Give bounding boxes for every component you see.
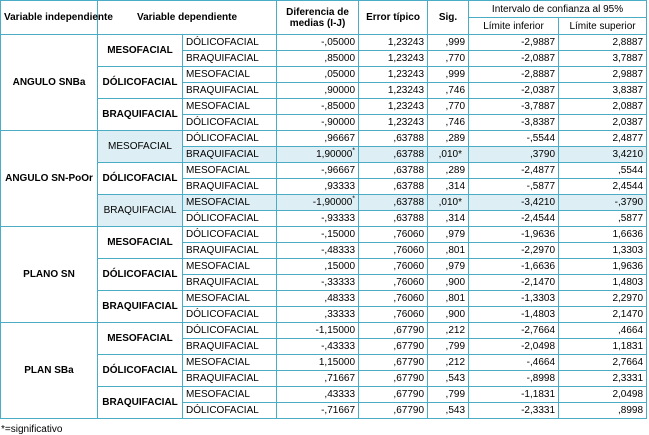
significance-mark: * <box>352 147 356 155</box>
significance-mark: * <box>458 149 463 160</box>
dependent-group-cell: BRAQUIFACIAL <box>98 99 183 131</box>
std-error-cell: ,63788 <box>359 211 428 227</box>
upper-bound-cell: ,5544 <box>559 163 647 179</box>
lower-bound-cell: -,4664 <box>469 355 559 371</box>
mean-diff-cell: ,71667 <box>277 371 359 387</box>
sig-cell <box>428 195 469 211</box>
table-row <box>1 35 647 51</box>
upper-bound-cell: 2,8887 <box>559 35 647 51</box>
lower-bound-cell: -3,8387 <box>469 115 559 131</box>
comparison-cell: DÓLICOFACIAL <box>183 115 277 131</box>
dependent-group-cell: BRAQUIFACIAL <box>98 195 183 227</box>
mean-diff-cell: -,05000 <box>277 35 359 51</box>
std-error-cell: ,67790 <box>359 339 428 355</box>
sig-cell-value: ,010 <box>438 197 459 208</box>
comparison-cell: DÓLICOFACIAL <box>183 211 277 227</box>
table-row <box>1 259 647 275</box>
header-std-error: Error típico <box>359 1 428 35</box>
std-error-cell: ,76060 <box>359 275 428 291</box>
lower-bound-cell: -1,9636 <box>469 227 559 243</box>
sig-cell <box>428 147 469 163</box>
upper-bound-cell: 2,2970 <box>559 291 647 307</box>
lower-bound-cell: -2,9887 <box>469 35 559 51</box>
sig-cell-value: ,010 <box>438 149 459 160</box>
header-sig: Sig. <box>428 1 469 35</box>
lower-bound-cell: -2,8887 <box>469 67 559 83</box>
sig-cell: ,979 <box>428 227 469 243</box>
std-error-cell: ,67790 <box>359 403 428 419</box>
lower-bound-cell: -2,0498 <box>469 339 559 355</box>
std-error-cell: 1,23243 <box>359 83 428 99</box>
comparison-cell: DÓLICOFACIAL <box>183 131 277 147</box>
table-row <box>1 323 647 339</box>
mean-diff-cell: ,43333 <box>277 387 359 403</box>
mean-diff-cell: -,15000 <box>277 227 359 243</box>
lower-bound-cell: -2,3331 <box>469 403 559 419</box>
comparison-cell: MESOFACIAL <box>183 291 277 307</box>
upper-bound-cell: 2,0887 <box>559 99 647 115</box>
mean-diff-cell: -,71667 <box>277 403 359 419</box>
header-upper: Límite superior <box>559 18 647 35</box>
sig-cell: ,999 <box>428 67 469 83</box>
upper-bound-cell: 2,3331 <box>559 371 647 387</box>
header-lower: Límite inferior <box>469 18 559 35</box>
std-error-cell: ,67790 <box>359 355 428 371</box>
comparison-cell: MESOFACIAL <box>183 387 277 403</box>
dependent-group-cell: DÓLICOFACIAL <box>98 67 183 99</box>
dependent-group-cell: MESOFACIAL <box>98 131 183 163</box>
comparison-cell: BRAQUIFACIAL <box>183 275 277 291</box>
std-error-cell: ,63788 <box>359 163 428 179</box>
upper-bound-cell: ,4664 <box>559 323 647 339</box>
lower-bound-cell: -2,7664 <box>469 323 559 339</box>
std-error-cell: ,63788 <box>359 147 428 163</box>
comparison-cell: BRAQUIFACIAL <box>183 179 277 195</box>
comparison-cell: BRAQUIFACIAL <box>183 371 277 387</box>
comparison-cell: MESOFACIAL <box>183 195 277 211</box>
sig-cell: ,979 <box>428 259 469 275</box>
mean-diff-cell: -,85000 <box>277 99 359 115</box>
sig-cell: ,543 <box>428 371 469 387</box>
table-row <box>1 131 647 147</box>
dependent-group-cell: BRAQUIFACIAL <box>98 291 183 323</box>
mean-diff-cell: ,15000 <box>277 259 359 275</box>
comparison-cell: DÓLICOFACIAL <box>183 227 277 243</box>
sig-cell: ,900 <box>428 307 469 323</box>
std-error-cell: 1,23243 <box>359 51 428 67</box>
comparison-cell: MESOFACIAL <box>183 355 277 371</box>
upper-bound-cell: 2,4544 <box>559 179 647 195</box>
lower-bound-cell: -,5544 <box>469 131 559 147</box>
header-row <box>1 1 647 18</box>
upper-bound-cell: 3,7887 <box>559 51 647 67</box>
sig-cell: ,314 <box>428 211 469 227</box>
sig-cell: ,770 <box>428 51 469 67</box>
dependent-group-cell: MESOFACIAL <box>98 323 183 355</box>
comparison-cell: DÓLICOFACIAL <box>183 307 277 323</box>
table-row <box>1 291 647 307</box>
mean-diff-cell: ,90000 <box>277 83 359 99</box>
comparison-cell: MESOFACIAL <box>183 67 277 83</box>
std-error-cell: ,67790 <box>359 387 428 403</box>
dependent-group-cell: BRAQUIFACIAL <box>98 387 183 419</box>
std-error-cell: ,76060 <box>359 291 428 307</box>
sig-cell: ,289 <box>428 163 469 179</box>
std-error-cell: ,63788 <box>359 195 428 211</box>
header-mean-diff: Diferencia de medias (I-J) <box>277 1 359 35</box>
lower-bound-cell: -1,6636 <box>469 259 559 275</box>
independent-variable-cell: PLANO SN <box>1 227 98 323</box>
std-error-cell: ,67790 <box>359 323 428 339</box>
header-dependent: Variable dependiente <box>98 1 277 35</box>
table-body <box>1 1 647 419</box>
mean-diff-cell: ,96667 <box>277 131 359 147</box>
std-error-cell: ,76060 <box>359 243 428 259</box>
std-error-cell: ,76060 <box>359 259 428 275</box>
sig-cell: ,770 <box>428 99 469 115</box>
sig-cell: ,746 <box>428 115 469 131</box>
comparison-cell: MESOFACIAL <box>183 163 277 179</box>
table-row <box>1 67 647 83</box>
upper-bound-cell: 2,4877 <box>559 131 647 147</box>
mean-diff-cell-value: 1,90000 <box>316 149 353 160</box>
std-error-cell: ,76060 <box>359 307 428 323</box>
sig-cell: ,314 <box>428 179 469 195</box>
mean-diff-cell: -,33333 <box>277 275 359 291</box>
mean-diff-cell: ,05000 <box>277 67 359 83</box>
sig-cell: ,543 <box>428 403 469 419</box>
mean-diff-cell: -,90000 <box>277 115 359 131</box>
lower-bound-cell: -2,1470 <box>469 275 559 291</box>
comparison-cell: BRAQUIFACIAL <box>183 339 277 355</box>
table-row <box>1 163 647 179</box>
lower-bound-cell: -2,4877 <box>469 163 559 179</box>
lower-bound-cell: -2,0387 <box>469 83 559 99</box>
significance-mark: * <box>352 195 356 203</box>
mean-diff-cell: -,43333 <box>277 339 359 355</box>
upper-bound-cell: 2,0387 <box>559 115 647 131</box>
upper-bound-cell: 1,9636 <box>559 259 647 275</box>
lower-bound-cell: -2,2970 <box>469 243 559 259</box>
lower-bound-cell: -,5877 <box>469 179 559 195</box>
table-row <box>1 355 647 371</box>
sig-cell: ,801 <box>428 243 469 259</box>
dependent-group-cell: MESOFACIAL <box>98 227 183 259</box>
mean-diff-cell: -1,15000 <box>277 323 359 339</box>
upper-bound-cell: -,3790 <box>559 195 647 211</box>
upper-bound-cell: 2,0498 <box>559 387 647 403</box>
std-error-cell: 1,23243 <box>359 115 428 131</box>
lower-bound-cell: -2,0887 <box>469 51 559 67</box>
comparison-cell: DÓLICOFACIAL <box>183 35 277 51</box>
upper-bound-cell: ,8998 <box>559 403 647 419</box>
mean-diff-cell: ,93333 <box>277 179 359 195</box>
sig-cell: ,801 <box>428 291 469 307</box>
lower-bound-cell: -,8998 <box>469 371 559 387</box>
table-row <box>1 387 647 403</box>
sig-cell: ,746 <box>428 83 469 99</box>
upper-bound-cell: 2,7664 <box>559 355 647 371</box>
sig-cell: ,212 <box>428 355 469 371</box>
lower-bound-cell: -3,7887 <box>469 99 559 115</box>
mean-diff-cell: ,48333 <box>277 291 359 307</box>
comparison-cell: MESOFACIAL <box>183 99 277 115</box>
comparison-cell: MESOFACIAL <box>183 259 277 275</box>
upper-bound-cell: ,5877 <box>559 211 647 227</box>
dependent-group-cell: DÓLICOFACIAL <box>98 163 183 195</box>
upper-bound-cell: 1,1831 <box>559 339 647 355</box>
lower-bound-cell: -1,3303 <box>469 291 559 307</box>
upper-bound-cell: 2,1470 <box>559 307 647 323</box>
dependent-group-cell: DÓLICOFACIAL <box>98 355 183 387</box>
dependent-group-cell: MESOFACIAL <box>98 35 183 67</box>
significance-mark: * <box>458 197 463 208</box>
sig-cell: ,799 <box>428 339 469 355</box>
comparison-cell: DÓLICOFACIAL <box>183 403 277 419</box>
mean-diff-cell-value: -1,90000 <box>312 197 353 208</box>
mean-diff-cell: ,85000 <box>277 51 359 67</box>
lower-bound-cell: -3,4210 <box>469 195 559 211</box>
mean-diff-cell <box>277 147 359 163</box>
header-ci: Intervalo de confianza al 95% <box>469 1 647 18</box>
lower-bound-cell: -1,1831 <box>469 387 559 403</box>
mean-diff-cell: 1,15000 <box>277 355 359 371</box>
upper-bound-cell: 2,9887 <box>559 67 647 83</box>
sig-cell: ,212 <box>428 323 469 339</box>
sig-cell: ,799 <box>428 387 469 403</box>
sig-cell: ,900 <box>428 275 469 291</box>
std-error-cell: ,67790 <box>359 371 428 387</box>
comparison-cell: BRAQUIFACIAL <box>183 51 277 67</box>
sig-cell: ,999 <box>428 35 469 51</box>
independent-variable-cell: PLAN SBa <box>1 323 98 419</box>
table-row <box>1 99 647 115</box>
mean-diff-cell: -,96667 <box>277 163 359 179</box>
std-error-cell: 1,23243 <box>359 35 428 51</box>
std-error-cell: ,76060 <box>359 227 428 243</box>
upper-bound-cell: 3,4210 <box>559 147 647 163</box>
upper-bound-cell: 1,3303 <box>559 243 647 259</box>
upper-bound-cell: 1,4803 <box>559 275 647 291</box>
mean-diff-cell <box>277 195 359 211</box>
header-independent: Variable independiente <box>1 1 98 35</box>
lower-bound-cell: -2,4544 <box>469 211 559 227</box>
footnote: *=significativo <box>1 424 63 435</box>
mean-diff-cell: -,93333 <box>277 211 359 227</box>
std-error-cell: 1,23243 <box>359 99 428 115</box>
table-row <box>1 227 647 243</box>
independent-variable-cell: ANGULO SN-PoOr <box>1 131 98 227</box>
mean-diff-cell: ,33333 <box>277 307 359 323</box>
lower-bound-cell: ,3790 <box>469 147 559 163</box>
sig-cell: ,289 <box>428 131 469 147</box>
upper-bound-cell: 3,8387 <box>559 83 647 99</box>
std-error-cell: ,63788 <box>359 179 428 195</box>
std-error-cell: 1,23243 <box>359 67 428 83</box>
comparison-cell: DÓLICOFACIAL <box>183 323 277 339</box>
comparison-cell: BRAQUIFACIAL <box>183 243 277 259</box>
std-error-cell: ,63788 <box>359 131 428 147</box>
lower-bound-cell: -1,4803 <box>469 307 559 323</box>
dependent-group-cell: DÓLICOFACIAL <box>98 259 183 291</box>
upper-bound-cell: 1,6636 <box>559 227 647 243</box>
table-row <box>1 195 647 211</box>
comparison-cell: BRAQUIFACIAL <box>183 83 277 99</box>
independent-variable-cell: ANGULO SNBa <box>1 35 98 131</box>
mean-diff-cell: -,48333 <box>277 243 359 259</box>
comparison-cell: BRAQUIFACIAL <box>183 147 277 163</box>
